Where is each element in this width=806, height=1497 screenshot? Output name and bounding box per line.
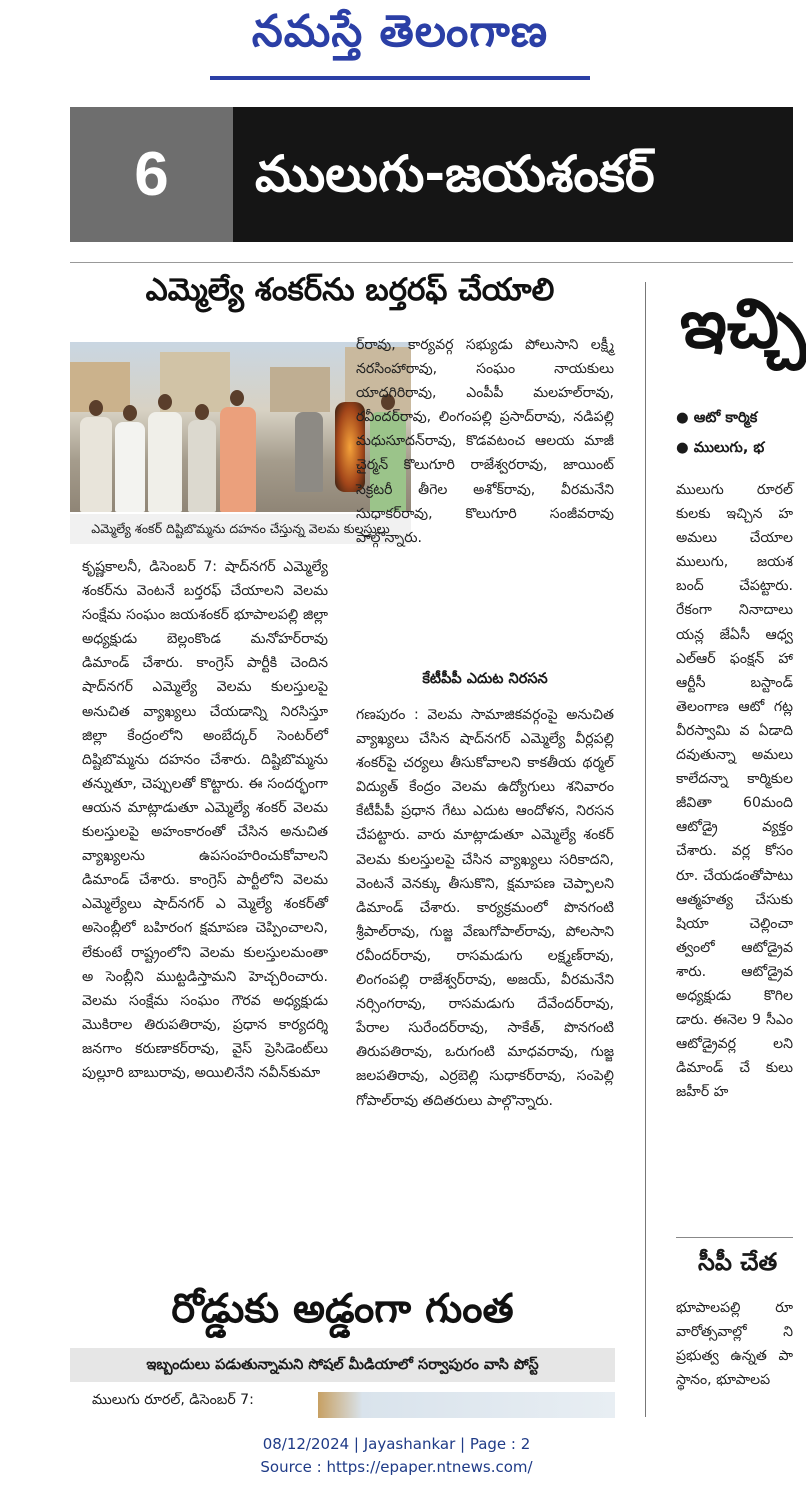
article-body-column: గణపురం : వెలమ సామాజికవర్గంపై అనుచిత వ్యాఖ్యలు చేసిన షాద్‌నగర్‌ ఎమ్మెల్యే వీర్లపల్లి శంకర్‌పై చర్యలు తీసుకోవాలని కాకతీయ థర్మల్‌ విద్యుత్‌ కేంద్రం వెలమ ఉద్యోగులు శనివారం కేటీపీపీ ప్రధాన గేటు ఎదుట ఆందోళన, నిరసన చేపట్టారు. వారు మాట్లాడుతూ ఎమ్మెల్యే శంకర్‌ వెలమ కులస్తులపై చేసిన వ్యాఖ్యలు సరికాదని, వెంటనే వెనక్కు తీసుకొని, క్షమాపణ చెప్పాలని డిమాండ్‌ చేశారు. కార్యక్రమంలో పొనగంటి శ్రీపాల్‌రావు, గుజ్జ వేణుగోపాల్‌రావు, పోలసాని రవీందర్‌రావు, రాసమడుగు లక్ష్మణ్‌రావు, లింగంపల్లి రాజేశ్వర్‌రావు, అజయ్‌, వీరమనేని నర్సింగరావు, రాసమడుగు దేవేందర్‌రావు, పేరాల సురేందర్‌రావు, సాకేత్‌, పొనగంటి తిరుపతిరావు, ఒరుగంటి మాధవరావు, గుజ్జ జలపతిరావు, ఎర్రబెల్లి సుధాకర్‌రావు, సంపెల్లి గోపాల్‌రావు తదితరులు పాల్గొన్నారు. [356,707,614,1109]
article-dateline: ములుగు రూరల్‌, డిసెంబర్‌ 7: [92,1392,254,1408]
section-title: ములుగు-జయశంకర్ [233,107,793,242]
photo-caption: ఎమ్మెల్యే శంకర్‌ దిష్టిబొమ్మను దహనం చేస్తున్న వెలమ కులస్తులు [70,514,411,544]
article-body-column: ర్‌రావు, కార్యవర్గ సభ్యుడు పోలుసాని లక్ష్మీ నరసింహారావు, సంఘం నాయకులు యాదగిరిరావు, ఎంపీపీ మలహల్‌రావు, రవీందర్‌రావు, లింగంపల్లి ప్రసాద్‌రావు, నడిపల్లి మధుసూదన్‌రావు, కొడవటంచ ఆలయ మాజీ చైర్మన్‌ కొలుగూరి రాజేశ్వరరావు, జాయింట్‌ సెక్రటరీ తీగెల అశోక్‌రావు, వీరమనేని సుధాకర్‌రావు, కొలుగూరి సంజీవరావు పాల్గొన్నారు. [356,337,614,546]
footer-source-line: Source : https://epaper.ntnews.com/ [260,1458,533,1476]
logo-underline [210,76,590,80]
page-number: 6 [70,107,233,242]
article-subheadline: ఇబ్బందులు పడుతున్నామని సోషల్‌ మీడియాలో సర్వాపురం వాసి పోస్ట్‌ [70,1348,615,1382]
page-footer [0,1433,793,1479]
article-headline: రోడ్డుకు అడ్డంగా గుంత [171,1286,514,1332]
divider [676,1237,793,1238]
column-divider [645,282,646,1417]
footer-date-line: 08/12/2024 | Jayashankar | Page : 2 [262,1435,531,1453]
article-subhead: కేటీపీపీ ఎదుట నిరసన [422,671,548,687]
bullet-point: ● ములుగు, భ [676,440,765,456]
masthead [0,0,793,95]
bullet-point: ● ఆటో కార్మిక [676,410,758,426]
article-headline: ఎమ్మెల్యే శంకర్‌ను బర్తరఫ్‌ చేయాలి [145,272,555,308]
article-subhead: సీపీ చేత [698,1248,778,1276]
newspaper-logo: నమస్తే తెలంగాణ [251,6,549,57]
article-body-column: ములుగు రూరల్‌ కులకు ఇచ్చిన హ అమలు చేయాల ములుగు, జయశ బంద్‌ చేపట్టారు. రేకంగా నినాదాలు యన్ల జేఏసీ ఆధ్వ ఎల్‌ఆర్‌ ఫంక్షన్‌ హా ఆర్టీసీ బస్టాండ్‌ తెలంగాణ ఆటో గట్ల వీరస్వామి వ ఏడాది దవుతున్నా అమలు కాలేదన్నా కార్మికుల జీవితా 60మంది ఆటోడ్రై వ్యక్తం చేశారు. వర్ల కోసం రూ. చేయడంతోపాటు ఆత్మహత్య చేసుకు షియా చెల్లించా త్వంలో ఆటోడ్రైవ శారు. ఆటోడ్రైవ అధ్యక్షుడు కొగిల డారు. ఈనెల 9 సీఎం ఆటోడ్రైవర్ల లని డిమాండ్‌ చే కులు జహీర్‌ హ [676,482,793,1101]
article-body-column: భూపాలపల్లి రూ వారోత్సవాల్లో ని ప్రభుత్వ ఉన్నత పా స్థానం, భూపాలప [676,1300,793,1389]
article-body-column: కృష్ణకాలనీ, డిసెంబర్‌ 7: షాద్‌నగర్‌ ఎమ్మెల్యే శంకర్‌ను వెంటనే బర్తరఫ్‌ చేయాలని వెలమ సంక్షేమ సంఘం జయశంకర్‌ భూపాలపల్లి జిల్లా అధ్యక్షుడు బెల్లంకొండ మనోహర్‌రావు డిమాండ్‌ చేశారు. కాంగ్రెస్‌ పార్టీకి చెందిన షాద్‌నగర్‌ ఎమ్మెల్యే వెలమ కులస్తులపై అనుచిత వ్యాఖ్యలు చేయడాన్ని నిరసిస్తూ జిల్లా కేంద్రంలోని అంబేద్కర్‌ సెంటర్‌లో దిష్టిబొమ్మను దహనం చేశారు. దిష్టిబొమ్మను తన్నుతూ, చెప్పులతో కొట్టారు. ఈ సందర్భంగా ఆయన మాట్లాడుతూ ఎమ్మెల్యే శంకర్‌ వెలమ కులస్తులపై అహంకారంతో చేసిన అనుచిత వ్యాఖ్యలను ఉపసంహరించుకోవాలని డిమాండ్‌ చేశారు. కాంగ్రెస్‌ పార్టీలోని వెలమ ఎమ్మెల్యేలు షాద్‌నగర్‌ ఎ మ్మెల్యే శంకర్‌తో అసెంబ్లీలో బహిరంగ క్షమాపణ చెప్పించాలని, లేకుంటే రాష్ట్రంలోని వెలమ కులస్తులమంతా అ సెంబ్లీని ముట్టడిస్తామని హెచ్చరించారు. వెలమ సంక్షేమ సంఘం గౌరవ అధ్యక్షుడు మొకిరాల తిరుపతిరావు, ప్రధాన కార్యదర్శి జనగాం కరుణాకర్‌రావు, వైస్‌ ప్రెసిడెంట్‌లు పుల్లూరి బాబురావు, అయిలినేని నవీన్‌కుమా [82,559,328,1081]
news-photo [318,1392,615,1418]
article-headline: ఇచ్చి [680,285,806,364]
divider [70,262,793,263]
